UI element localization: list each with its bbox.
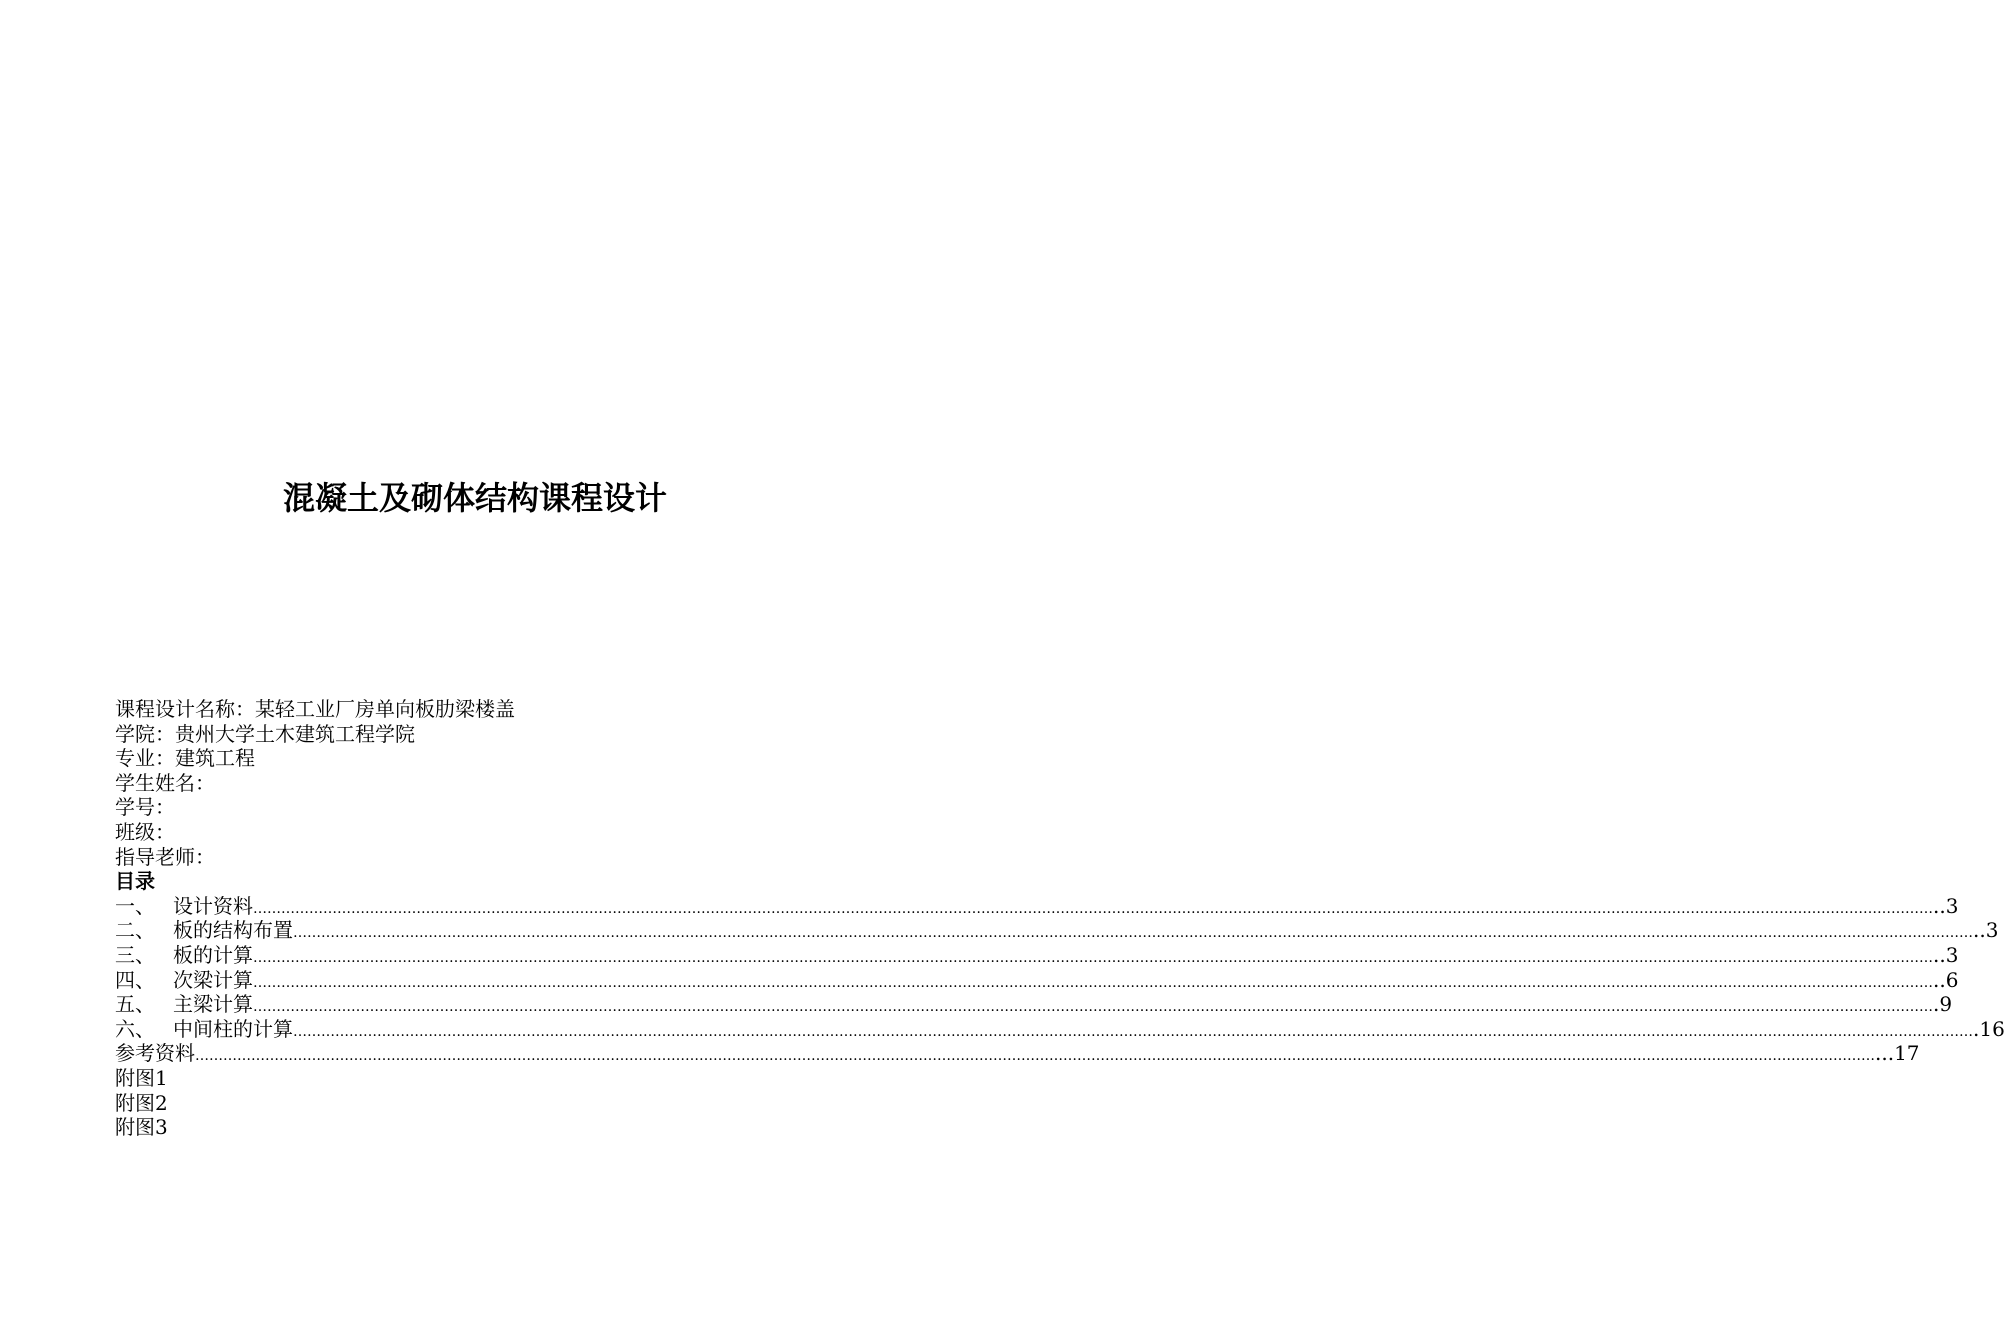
toc-references-page: ...17 xyxy=(1875,1041,1920,1066)
appendix-figure-1: 附图1 xyxy=(115,1065,168,1090)
toc-leader-dots: ……………………………………………………………………………………………………………………………………………………………………………………………………………………………………………………………………………………………………………………………… xyxy=(293,1023,1973,1040)
info-block xyxy=(115,697,2005,1140)
info-class: 班级： xyxy=(115,819,175,844)
toc-leader-dots: ……………………………………………………………………………………………………………………………………………………………………………………………………………………………………………………………………………………………………………………………… xyxy=(253,949,1933,966)
toc-references xyxy=(115,1041,1920,1066)
info-course-name: 课程设计名称：某轻工业厂房单向板肋梁楼盖 xyxy=(115,697,515,721)
toc-entry-number: 六、 xyxy=(115,1016,155,1041)
toc-entry-title: 板的结构布置 xyxy=(173,918,293,943)
toc-entry xyxy=(115,918,1999,943)
toc-entry-page: ..3 xyxy=(1973,918,1999,943)
toc-entry-title: 次梁计算 xyxy=(173,967,253,992)
appendix-figure-2: 附图2 xyxy=(115,1090,168,1115)
toc-entry xyxy=(115,1016,2005,1042)
toc-entry-title: 设计资料 xyxy=(173,893,253,918)
toc-entry-number: 三、 xyxy=(115,942,155,967)
info-advisor: 指导老师： xyxy=(115,844,215,869)
toc-leader-dots: ……………………………………………………………………………………………………………………………………………………………………………………………………………………………………………………………………………………………………………………………… xyxy=(253,999,1933,1016)
info-student-name: 学生姓名： xyxy=(115,770,215,795)
toc-entry-number: 五、 xyxy=(115,992,155,1017)
document-title: 混凝土及砌体结构课程设计 xyxy=(282,479,667,517)
toc-references-title: 参考资料 xyxy=(115,1041,195,1066)
toc-heading: 目录 xyxy=(115,869,155,894)
toc-entry xyxy=(115,893,1959,919)
toc-entry-number: 一、 xyxy=(115,893,155,918)
toc-entry-title: 中间柱的计算 xyxy=(173,1016,293,1041)
toc-entry-page: .16 xyxy=(1973,1016,2005,1041)
toc-entry-number: 四、 xyxy=(115,967,155,992)
toc-entry-page: ..3 xyxy=(1933,893,1959,918)
toc-entry-page: .9 xyxy=(1933,992,1953,1017)
toc-entry-page: ..3 xyxy=(1933,942,1959,967)
toc-entry xyxy=(115,992,1953,1017)
toc-entry-title: 主梁计算 xyxy=(173,992,253,1017)
toc-leader-dots: ……………………………………………………………………………………………………………………………………………………………………………………………………………………………………………………………………………………………………………………………… xyxy=(253,974,1933,991)
toc-leader-dots: ……………………………………………………………………………………………………………………………………………………………………………………………………………………………………………………………………………………………………………………………… xyxy=(293,925,1973,942)
toc-entry xyxy=(115,942,1959,968)
info-major: 专业：建筑工程 xyxy=(115,746,255,771)
toc-entry-number: 二、 xyxy=(115,918,155,943)
toc-entry xyxy=(115,967,1959,993)
toc-leader-dots: ……………………………………………………………………………………………………………………………………………………………………………………………………………………………………………………………………………………………………………………………… xyxy=(253,900,1933,917)
toc-leader-dots: ……………………………………………………………………………………………………………………………………………………………………………………………………………………………………………………………………………………………………………………………… xyxy=(195,1048,1875,1065)
toc-entry-page: ..6 xyxy=(1933,967,1959,992)
toc-entry-title: 板的计算 xyxy=(173,942,253,967)
info-college: 学院：贵州大学土木建筑工程学院 xyxy=(115,721,415,746)
appendix-figure-3: 附图3 xyxy=(115,1115,168,1140)
info-student-id: 学号： xyxy=(115,795,175,820)
